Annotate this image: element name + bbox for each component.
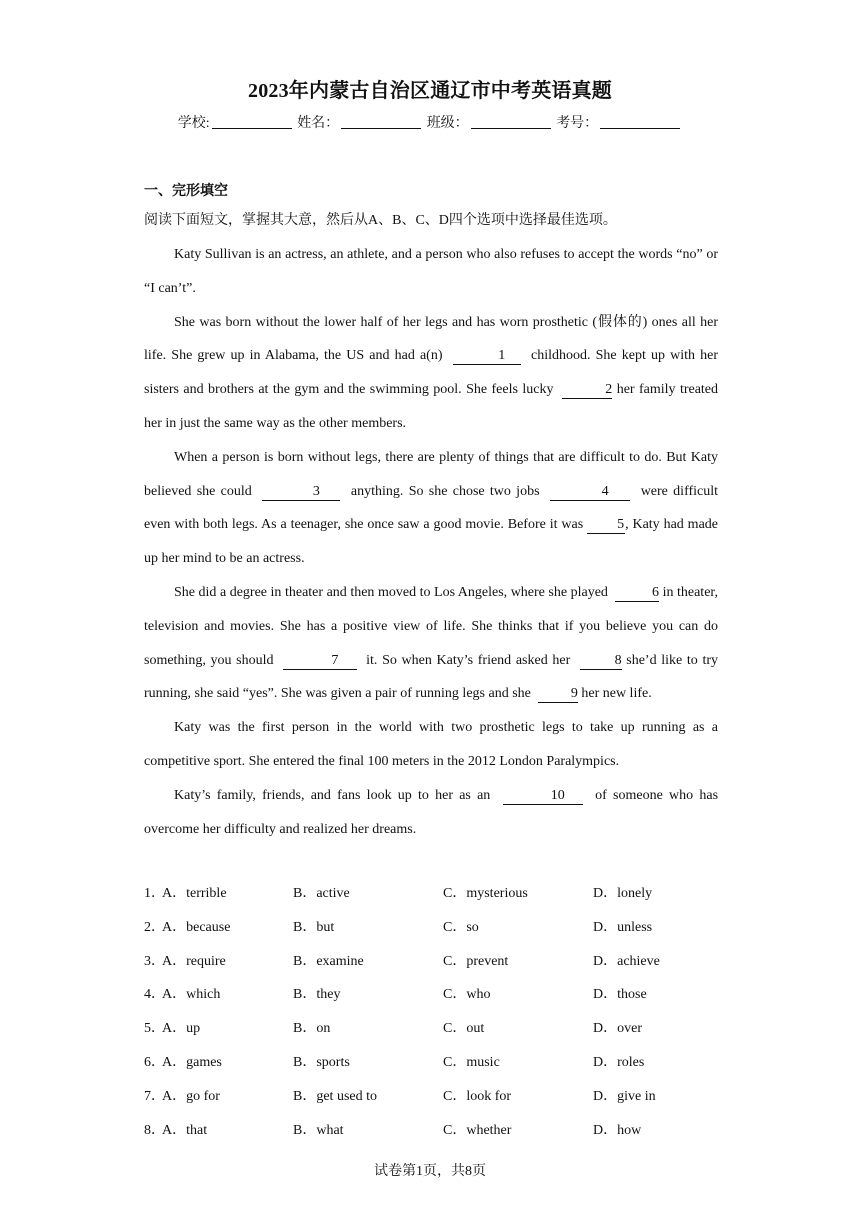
text-run: were difficult even with both legs. As a teenager, she once saw a good movie. Before it was — [144, 483, 719, 533]
text-run: When a person is born without legs, there are plenty of things that are difficult to do. But Katy believed she could — [144, 449, 718, 499]
option-b[interactable]: B．sports — [293, 1054, 350, 1070]
exam-no-label: 考号： — [556, 116, 599, 131]
text-run: anything. So she chose two jobs — [350, 483, 540, 499]
option-c[interactable]: C．mysterious — [443, 886, 528, 901]
option-a[interactable]: A．games — [162, 1054, 222, 1070]
paragraph-6 — [144, 779, 718, 847]
text-run: Katy’s family, friends, and fans look up to her as an — [174, 787, 491, 803]
text-run: of someone who has overcome her difficulty and realized her dreams. — [144, 787, 719, 837]
option-a[interactable]: A．go for — [162, 1088, 220, 1104]
option-d[interactable]: D．unless — [593, 919, 653, 935]
option-a[interactable]: A．up — [162, 1021, 201, 1037]
exam-no-blank[interactable] — [600, 114, 680, 129]
paragraph-4 — [144, 576, 718, 711]
blank-7[interactable]: 7 — [283, 653, 357, 670]
question-row — [144, 1049, 724, 1083]
question-row — [144, 1083, 724, 1117]
option-a[interactable]: A．terrible — [162, 886, 227, 901]
blank-4[interactable]: 4 — [550, 484, 630, 501]
paragraph-5: Katy was the first person in the world with two prosthetic legs to take up running as a competitive sport. She entered the final 100 meters in the 2012 London Paralympics. — [144, 720, 718, 769]
options-list — [144, 880, 724, 1150]
text-run: she’d like to try running, she said “yes”. She was given a pair of running legs and she — [144, 652, 719, 702]
paragraph-1: Katy Sullivan is an actress, an athlete, and a person who also refuses to accept the words “no” or “I can’t”. — [144, 247, 718, 296]
student-info-line — [0, 112, 860, 132]
option-d[interactable]: D．how — [593, 1122, 642, 1138]
option-c[interactable]: C．look for — [443, 1088, 512, 1104]
option-c[interactable]: C．music — [443, 1054, 500, 1070]
option-b[interactable]: B．on — [293, 1021, 331, 1037]
page-footer: 试卷第1页，共8页 — [374, 1164, 486, 1179]
question-number: 5． — [144, 1021, 165, 1037]
option-a[interactable]: A．that — [162, 1122, 208, 1138]
blank-6[interactable]: 6 — [615, 585, 659, 602]
cloze-passage — [144, 238, 718, 846]
question-number: 1． — [144, 886, 165, 901]
paragraph-2 — [144, 306, 718, 441]
blank-8[interactable]: 8 — [580, 653, 622, 670]
question-row — [144, 948, 724, 982]
question-row — [144, 981, 724, 1015]
question-number: 3． — [144, 953, 165, 969]
option-a[interactable]: A．because — [162, 919, 231, 935]
text-run: She was born without the lower half of her legs and has worn prosthetic (假体的) ones all her life. She grew up in Alabama, the US and had a(n) — [144, 314, 718, 364]
section-heading: 一、完形填空 — [144, 184, 228, 199]
class-label: 班级： — [426, 116, 469, 131]
blank-9[interactable]: 9 — [538, 686, 578, 703]
blank-5[interactable]: 5 — [587, 517, 625, 534]
option-d[interactable]: D．roles — [593, 1054, 645, 1070]
text-run: her new life. — [581, 686, 652, 702]
option-b[interactable]: B．examine — [293, 953, 364, 969]
name-label: 姓名： — [297, 116, 340, 131]
question-row — [144, 914, 724, 948]
option-d[interactable]: D．achieve — [593, 953, 660, 969]
school-label: 学校: — [177, 116, 210, 131]
blank-10[interactable]: 10 — [503, 788, 583, 805]
question-row — [144, 880, 724, 914]
question-number: 8． — [144, 1122, 165, 1138]
option-a[interactable]: A．require — [162, 953, 226, 969]
option-d[interactable]: D．lonely — [593, 886, 653, 901]
option-c[interactable]: C．out — [443, 1021, 485, 1037]
option-d[interactable]: D．give in — [593, 1088, 656, 1104]
option-b[interactable]: B．get used to — [293, 1088, 377, 1104]
option-c[interactable]: C．prevent — [443, 953, 509, 969]
text-run: She did a degree in theater and then moved to Los Angeles, where she played — [174, 584, 608, 600]
blank-3[interactable]: 3 — [262, 484, 340, 501]
question-number: 4． — [144, 987, 165, 1003]
option-b[interactable]: B．active — [293, 886, 350, 901]
text-run: in theater, television and movies. She has a positive view of life. She thinks that if you believe you can do something, you should — [144, 584, 719, 668]
option-a[interactable]: A．which — [162, 987, 221, 1003]
question-row — [144, 1015, 724, 1049]
name-blank[interactable] — [341, 114, 421, 129]
text-run: childhood. She kept up with her sisters and brothers at the gym and the swimming pool. She feels lucky — [144, 348, 718, 398]
option-c[interactable]: C．who — [443, 987, 491, 1003]
text-run: it. So when Katy’s friend asked her — [366, 652, 571, 668]
instructions: 阅读下面短文，掌握其大意，然后从A、B、C、D四个选项中选择最佳选项。 — [144, 213, 617, 228]
question-number: 2． — [144, 919, 165, 935]
option-b[interactable]: B．what — [293, 1122, 344, 1138]
question-row — [144, 1117, 724, 1151]
page-title: 2023年内蒙古自治区通辽市中考英语真题 — [248, 80, 612, 102]
question-number: 7． — [144, 1088, 165, 1104]
text-run: her family treated her in just the same way as the other members. — [144, 382, 719, 431]
option-d[interactable]: D．over — [593, 1021, 642, 1037]
question-number: 6． — [144, 1054, 165, 1070]
option-b[interactable]: B．they — [293, 987, 341, 1003]
paragraph-3 — [144, 441, 718, 576]
option-c[interactable]: C．whether — [443, 1122, 512, 1138]
option-d[interactable]: D．those — [593, 987, 647, 1003]
blank-2[interactable]: 2 — [562, 382, 612, 399]
option-c[interactable]: C．so — [443, 919, 479, 935]
class-blank[interactable] — [471, 114, 551, 129]
school-blank[interactable] — [212, 114, 292, 129]
blank-1[interactable]: 1 — [453, 348, 521, 365]
option-b[interactable]: B．but — [293, 919, 335, 935]
text-run: , Katy had made up her mind to be an actress. — [144, 517, 718, 567]
